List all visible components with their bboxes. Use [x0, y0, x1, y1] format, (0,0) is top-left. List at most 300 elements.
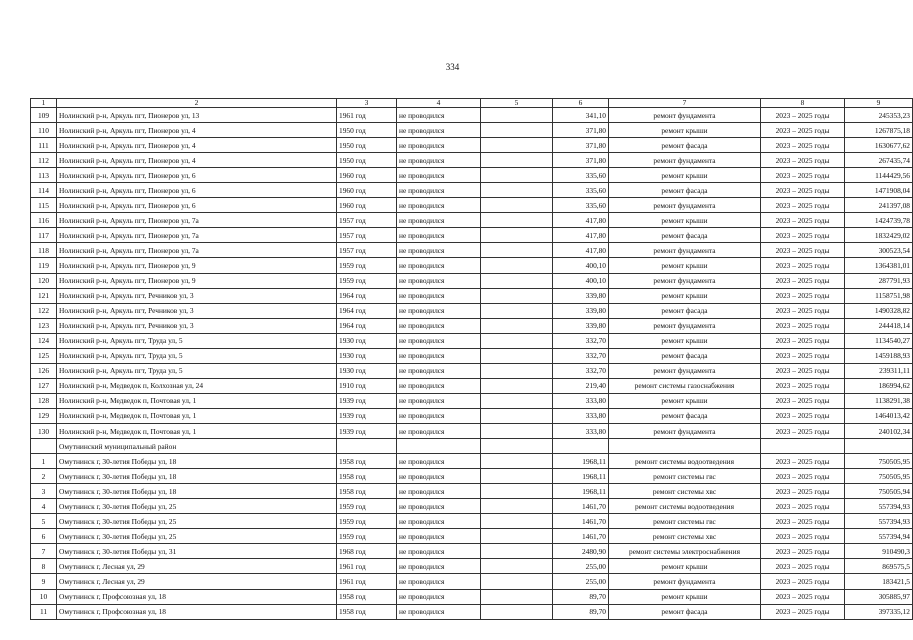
table-cell: не проводился: [397, 198, 481, 213]
table-cell: Нолинский р-н, Аркуль пгт, Труда ул, 5: [57, 333, 337, 348]
table-row: [31, 529, 913, 544]
table-cell: 910490,3: [845, 544, 913, 559]
table-cell: [481, 514, 553, 529]
table-row: [31, 123, 913, 138]
table-cell: 750505,95: [845, 469, 913, 484]
table-cell: Омутнинск г, 30-летия Победы ул, 31: [57, 544, 337, 559]
table-cell: 9: [31, 574, 57, 589]
table-cell: ремонт фасада: [609, 348, 761, 363]
table-cell: [761, 439, 845, 454]
table-cell: [481, 574, 553, 589]
table-cell: 1950 год: [337, 123, 397, 138]
table-cell: 1968,11: [553, 469, 609, 484]
table-cell: 120: [31, 273, 57, 288]
table-cell: 1930 год: [337, 363, 397, 378]
table-cell: 2023 – 2025 годы: [761, 243, 845, 258]
table-cell: ремонт крыши: [609, 123, 761, 138]
table-cell: 2023 – 2025 годы: [761, 183, 845, 198]
table-cell: 121: [31, 288, 57, 303]
table-cell: 241397,08: [845, 198, 913, 213]
table-cell: 2023 – 2025 годы: [761, 529, 845, 544]
table-cell: 1958 год: [337, 469, 397, 484]
table-cell: 2480,90: [553, 544, 609, 559]
table-cell: не проводился: [397, 499, 481, 514]
table-cell: 332,70: [553, 348, 609, 363]
table-cell: 1939 год: [337, 393, 397, 408]
table-cell: [481, 469, 553, 484]
table-cell: 557394,94: [845, 529, 913, 544]
header-cell: 4: [397, 99, 481, 108]
table-row: [31, 333, 913, 348]
table-cell: 2023 – 2025 годы: [761, 393, 845, 408]
table-cell: 1957 год: [337, 243, 397, 258]
table-cell: ремонт крыши: [609, 168, 761, 183]
table-cell: 1424739,78: [845, 213, 913, 228]
table-cell: 333,80: [553, 393, 609, 408]
table-cell: Омутнинск г, 30-летия Победы ул, 25: [57, 499, 337, 514]
table-cell: [481, 168, 553, 183]
table-cell: 4: [31, 499, 57, 514]
table-cell: ремонт фундамента: [609, 363, 761, 378]
table-cell: [481, 348, 553, 363]
table-cell: Нолинский р-н, Аркуль пгт, Пионеров ул, 13: [57, 108, 337, 123]
table-cell: ремонт крыши: [609, 393, 761, 408]
table-cell: ремонт крыши: [609, 589, 761, 604]
table-cell: 1959 год: [337, 514, 397, 529]
table-cell: ремонт фундамента: [609, 243, 761, 258]
table-cell: не проводился: [397, 318, 481, 333]
table-cell: 1960 год: [337, 198, 397, 213]
table-cell: [481, 378, 553, 393]
table-cell: 130: [31, 423, 57, 438]
table-cell: 115: [31, 198, 57, 213]
table-cell: 1957 год: [337, 228, 397, 243]
table-cell: Нолинский р-н, Аркуль пгт, Пионеров ул, 9: [57, 273, 337, 288]
table-cell: 287791,93: [845, 273, 913, 288]
table-cell: не проводился: [397, 333, 481, 348]
table-cell: 371,80: [553, 138, 609, 153]
table-cell: 119: [31, 258, 57, 273]
table-row: [31, 138, 913, 153]
table-cell: 2023 – 2025 годы: [761, 288, 845, 303]
table-cell: 335,60: [553, 198, 609, 213]
table-cell: 750505,94: [845, 484, 913, 499]
table-cell: 335,60: [553, 168, 609, 183]
table-cell: 2023 – 2025 годы: [761, 484, 845, 499]
table-cell: [337, 439, 397, 454]
table-cell: [481, 454, 553, 469]
table-cell: не проводился: [397, 108, 481, 123]
table-cell: 89,70: [553, 589, 609, 604]
table-cell: 417,80: [553, 213, 609, 228]
table-cell: [481, 273, 553, 288]
table-cell: 1959 год: [337, 258, 397, 273]
table-cell: 333,80: [553, 408, 609, 423]
table-cell: 557394,93: [845, 499, 913, 514]
table-cell: 122: [31, 303, 57, 318]
table-cell: Нолинский р-н, Аркуль пгт, Пионеров ул, 4: [57, 153, 337, 168]
table-cell: 557394,93: [845, 514, 913, 529]
table-cell: 2023 – 2025 годы: [761, 559, 845, 574]
table-cell: 255,00: [553, 559, 609, 574]
table-cell: 339,80: [553, 288, 609, 303]
table-cell: 2023 – 2025 годы: [761, 469, 845, 484]
table-cell: 219,40: [553, 378, 609, 393]
table-cell: Нолинский р-н, Аркуль пгт, Пионеров ул, 7а: [57, 213, 337, 228]
table-cell: 7: [31, 544, 57, 559]
table-cell: 2023 – 2025 годы: [761, 318, 845, 333]
table-cell: 417,80: [553, 228, 609, 243]
table-cell: не проводился: [397, 348, 481, 363]
table-cell: 2023 – 2025 годы: [761, 153, 845, 168]
table-cell: 339,80: [553, 318, 609, 333]
table-cell: 240102,34: [845, 423, 913, 438]
table-cell: ремонт крыши: [609, 288, 761, 303]
table-cell: [481, 393, 553, 408]
table-cell: 2023 – 2025 годы: [761, 604, 845, 619]
table-cell: не проводился: [397, 408, 481, 423]
table-cell: 1459188,93: [845, 348, 913, 363]
table-cell: 2023 – 2025 годы: [761, 423, 845, 438]
table-cell: 1961 год: [337, 559, 397, 574]
table-cell: 1960 год: [337, 168, 397, 183]
table-cell: 1959 год: [337, 273, 397, 288]
table-cell: 2023 – 2025 годы: [761, 138, 845, 153]
table-cell: Нолинский р-н, Аркуль пгт, Пионеров ул, 4: [57, 123, 337, 138]
page-number: 334: [445, 62, 460, 72]
table-cell: 2023 – 2025 годы: [761, 589, 845, 604]
table-cell: Омутнинск г, Профсоюзная ул, 18: [57, 589, 337, 604]
table-cell: 125: [31, 348, 57, 363]
table-cell: Нолинский р-н, Аркуль пгт, Речников ул, 3: [57, 288, 337, 303]
table-cell: 1630677,62: [845, 138, 913, 153]
table-cell: 2023 – 2025 годы: [761, 574, 845, 589]
table-cell: [481, 183, 553, 198]
table-cell: 1959 год: [337, 529, 397, 544]
table-row: [31, 514, 913, 529]
table-cell: не проводился: [397, 258, 481, 273]
table-cell: 1958 год: [337, 589, 397, 604]
table-cell: 341,10: [553, 108, 609, 123]
table-cell: не проводился: [397, 514, 481, 529]
table-cell: Омутнинск г, 30-летия Победы ул, 25: [57, 529, 337, 544]
table-cell: не проводился: [397, 138, 481, 153]
table-cell: 2023 – 2025 годы: [761, 348, 845, 363]
table-cell: ремонт фасада: [609, 604, 761, 619]
header-cell: 8: [761, 99, 845, 108]
table-cell: [481, 123, 553, 138]
header-cell: 2: [57, 99, 337, 108]
table-cell: [481, 439, 553, 454]
table-cell: 2023 – 2025 годы: [761, 273, 845, 288]
table-cell: ремонт крыши: [609, 559, 761, 574]
table-cell: ремонт системы хвс: [609, 484, 761, 499]
table-cell: 1910 год: [337, 378, 397, 393]
table-cell: 305885,97: [845, 589, 913, 604]
table-cell: 1968,11: [553, 454, 609, 469]
table-cell: 244418,14: [845, 318, 913, 333]
table-cell: 1964 год: [337, 318, 397, 333]
table-cell: не проводился: [397, 273, 481, 288]
table-row: [31, 559, 913, 574]
table-cell: Нолинский р-н, Аркуль пгт, Пионеров ул, 7а: [57, 243, 337, 258]
table-cell: ремонт фундамента: [609, 108, 761, 123]
table-row: [31, 318, 913, 333]
table-cell: ремонт фундамента: [609, 273, 761, 288]
table-cell: Нолинский р-н, Аркуль пгт, Труда ул, 5: [57, 363, 337, 378]
table-row: [31, 168, 913, 183]
table-cell: [481, 198, 553, 213]
table-cell: 2023 – 2025 годы: [761, 333, 845, 348]
table-cell: не проводился: [397, 183, 481, 198]
table-cell: 1490328,82: [845, 303, 913, 318]
table-cell: 1158751,98: [845, 288, 913, 303]
table-cell: 1959 год: [337, 499, 397, 514]
table-cell: 2023 – 2025 годы: [761, 408, 845, 423]
table-cell: 1958 год: [337, 484, 397, 499]
table-cell: [609, 439, 761, 454]
table-cell: 109: [31, 108, 57, 123]
table-cell: 8: [31, 559, 57, 574]
table-cell: 110: [31, 123, 57, 138]
table-cell: 750505,95: [845, 454, 913, 469]
table-cell: 2023 – 2025 годы: [761, 198, 845, 213]
table-cell: 1958 год: [337, 454, 397, 469]
table-cell: 1930 год: [337, 333, 397, 348]
table-cell: 1461,70: [553, 514, 609, 529]
table-cell: 1950 год: [337, 153, 397, 168]
table-cell: 2023 – 2025 годы: [761, 123, 845, 138]
table-cell: Нолинский р-н, Аркуль пгт, Пионеров ул, 7а: [57, 228, 337, 243]
table-row: [31, 363, 913, 378]
table-cell: [481, 559, 553, 574]
table-cell: Нолинский р-н, Аркуль пгт, Речников ул, 3: [57, 318, 337, 333]
table-cell: не проводился: [397, 589, 481, 604]
table-cell: ремонт фундамента: [609, 153, 761, 168]
repair-schedule-table: [30, 98, 913, 620]
table-cell: 10: [31, 589, 57, 604]
table-cell: [481, 589, 553, 604]
table-cell: 2023 – 2025 годы: [761, 454, 845, 469]
table-cell: 1961 год: [337, 108, 397, 123]
table-cell: [397, 439, 481, 454]
table-cell: 5: [31, 514, 57, 529]
table-row: [31, 484, 913, 499]
table-cell: не проводился: [397, 363, 481, 378]
table-row: [31, 213, 913, 228]
table-body: [31, 99, 913, 620]
table-cell: 1138291,38: [845, 393, 913, 408]
table-row: [31, 604, 913, 619]
table-row: [31, 348, 913, 363]
table-cell: 1939 год: [337, 408, 397, 423]
table-cell: Нолинский р-н, Медведок п, Почтовая ул, 1: [57, 393, 337, 408]
table-cell: 2023 – 2025 годы: [761, 228, 845, 243]
table-cell: 1957 год: [337, 213, 397, 228]
table-cell: Омутнинск г, 30-летия Победы ул, 25: [57, 514, 337, 529]
table-cell: Омутнинск г, Лесная ул, 29: [57, 574, 337, 589]
table-cell: Нолинский р-н, Медведок п, Колхозная ул, 24: [57, 378, 337, 393]
table-cell: 1939 год: [337, 423, 397, 438]
table-cell: ремонт фасада: [609, 138, 761, 153]
table-cell: не проводился: [397, 529, 481, 544]
table-cell: [481, 303, 553, 318]
table-cell: 11: [31, 604, 57, 619]
table-cell: [845, 439, 913, 454]
header-cell: 3: [337, 99, 397, 108]
table-cell: ремонт фундамента: [609, 423, 761, 438]
table-cell: Омутнинск г, Лесная ул, 29: [57, 559, 337, 574]
table-cell: 1960 год: [337, 183, 397, 198]
table-cell: 129: [31, 408, 57, 423]
table-row: [31, 243, 913, 258]
table-cell: не проводился: [397, 484, 481, 499]
table-cell: 2023 – 2025 годы: [761, 544, 845, 559]
table-row: [31, 108, 913, 123]
table-cell: 2023 – 2025 годы: [761, 258, 845, 273]
table-cell: ремонт системы электроснабжения: [609, 544, 761, 559]
table-cell: ремонт системы водоотведения: [609, 454, 761, 469]
table-cell: 1134540,27: [845, 333, 913, 348]
table-cell: [481, 318, 553, 333]
table-cell: 112: [31, 153, 57, 168]
table-cell: 1471908,04: [845, 183, 913, 198]
table-cell: [481, 499, 553, 514]
table-cell: Омутнинск г, 30-летия Победы ул, 18: [57, 484, 337, 499]
table-cell: 1964 год: [337, 288, 397, 303]
table-cell: не проводился: [397, 288, 481, 303]
table-cell: ремонт фасада: [609, 228, 761, 243]
table-cell: ремонт системы гвс: [609, 469, 761, 484]
table-cell: Омутнинский муниципальный район: [57, 439, 337, 454]
table-cell: [481, 153, 553, 168]
table-cell: Нолинский р-н, Аркуль пгт, Пионеров ул, 6: [57, 198, 337, 213]
table-cell: 1364381,01: [845, 258, 913, 273]
table-cell: не проводился: [397, 574, 481, 589]
table-cell: 339,80: [553, 303, 609, 318]
table-row: [31, 589, 913, 604]
table-cell: 333,80: [553, 423, 609, 438]
table-cell: не проводился: [397, 213, 481, 228]
table-row: [31, 228, 913, 243]
table-cell: ремонт системы хвс: [609, 529, 761, 544]
table-cell: ремонт фасада: [609, 303, 761, 318]
table-cell: 2023 – 2025 годы: [761, 378, 845, 393]
table-cell: 397335,12: [845, 604, 913, 619]
table-cell: 113: [31, 168, 57, 183]
table-cell: ремонт системы водоотведения: [609, 499, 761, 514]
table-cell: 300523,54: [845, 243, 913, 258]
table-cell: 128: [31, 393, 57, 408]
table-cell: 1950 год: [337, 138, 397, 153]
table-cell: Нолинский р-н, Аркуль пгт, Пионеров ул, 6: [57, 168, 337, 183]
table-row: [31, 469, 913, 484]
table-cell: 1461,70: [553, 499, 609, 514]
table-cell: [481, 423, 553, 438]
header-cell: 7: [609, 99, 761, 108]
table-cell: не проводился: [397, 454, 481, 469]
table-cell: не проводился: [397, 469, 481, 484]
table-cell: не проводился: [397, 544, 481, 559]
table-cell: 1968,11: [553, 484, 609, 499]
table-cell: не проводился: [397, 243, 481, 258]
header-cell: 6: [553, 99, 609, 108]
table-cell: 267435,74: [845, 153, 913, 168]
table-cell: [481, 108, 553, 123]
table-cell: 371,80: [553, 153, 609, 168]
table-cell: [481, 604, 553, 619]
table-cell: 117: [31, 228, 57, 243]
table-row: [31, 258, 913, 273]
table-cell: 1: [31, 454, 57, 469]
table-cell: 400,10: [553, 258, 609, 273]
table-cell: 869575,5: [845, 559, 913, 574]
table-cell: [481, 544, 553, 559]
table-cell: Нолинский р-н, Аркуль пгт, Речников ул, 3: [57, 303, 337, 318]
table-cell: не проводился: [397, 378, 481, 393]
section-row: [31, 439, 913, 454]
table-cell: [481, 258, 553, 273]
table-cell: не проводился: [397, 123, 481, 138]
table-cell: 255,00: [553, 574, 609, 589]
header-cell: 1: [31, 99, 57, 108]
table-cell: 417,80: [553, 243, 609, 258]
table-cell: 183421,5: [845, 574, 913, 589]
table-cell: ремонт системы газоснабжения: [609, 378, 761, 393]
table-cell: [481, 408, 553, 423]
table-cell: ремонт системы гвс: [609, 514, 761, 529]
table-cell: [553, 439, 609, 454]
table-cell: 1930 год: [337, 348, 397, 363]
table-cell: не проводился: [397, 559, 481, 574]
table-cell: Нолинский р-н, Аркуль пгт, Пионеров ул, 9: [57, 258, 337, 273]
table-cell: 2023 – 2025 годы: [761, 168, 845, 183]
table-cell: не проводился: [397, 153, 481, 168]
table-cell: не проводился: [397, 228, 481, 243]
table-cell: [481, 333, 553, 348]
table-row: [31, 423, 913, 438]
table-cell: 2023 – 2025 годы: [761, 108, 845, 123]
table-cell: 127: [31, 378, 57, 393]
table-cell: 239311,11: [845, 363, 913, 378]
table-cell: 1961 год: [337, 574, 397, 589]
table-cell: [31, 439, 57, 454]
table-cell: ремонт крыши: [609, 213, 761, 228]
table-cell: [481, 288, 553, 303]
table-row: [31, 393, 913, 408]
table-cell: Нолинский р-н, Медведок п, Почтовая ул, 1: [57, 408, 337, 423]
table-cell: 3: [31, 484, 57, 499]
table-cell: не проводился: [397, 393, 481, 408]
table-cell: [481, 213, 553, 228]
table-cell: 371,80: [553, 123, 609, 138]
table-cell: ремонт крыши: [609, 333, 761, 348]
table-cell: ремонт фундамента: [609, 574, 761, 589]
table-cell: [481, 363, 553, 378]
table-row: [31, 153, 913, 168]
table-cell: 335,60: [553, 183, 609, 198]
table-cell: 2: [31, 469, 57, 484]
table-cell: [481, 228, 553, 243]
table-cell: 332,70: [553, 333, 609, 348]
header-cell: 5: [481, 99, 553, 108]
table-row: [31, 198, 913, 213]
table-row: [31, 408, 913, 423]
table-cell: 2023 – 2025 годы: [761, 213, 845, 228]
table-cell: 123: [31, 318, 57, 333]
table-cell: 1968 год: [337, 544, 397, 559]
table-row: [31, 499, 913, 514]
